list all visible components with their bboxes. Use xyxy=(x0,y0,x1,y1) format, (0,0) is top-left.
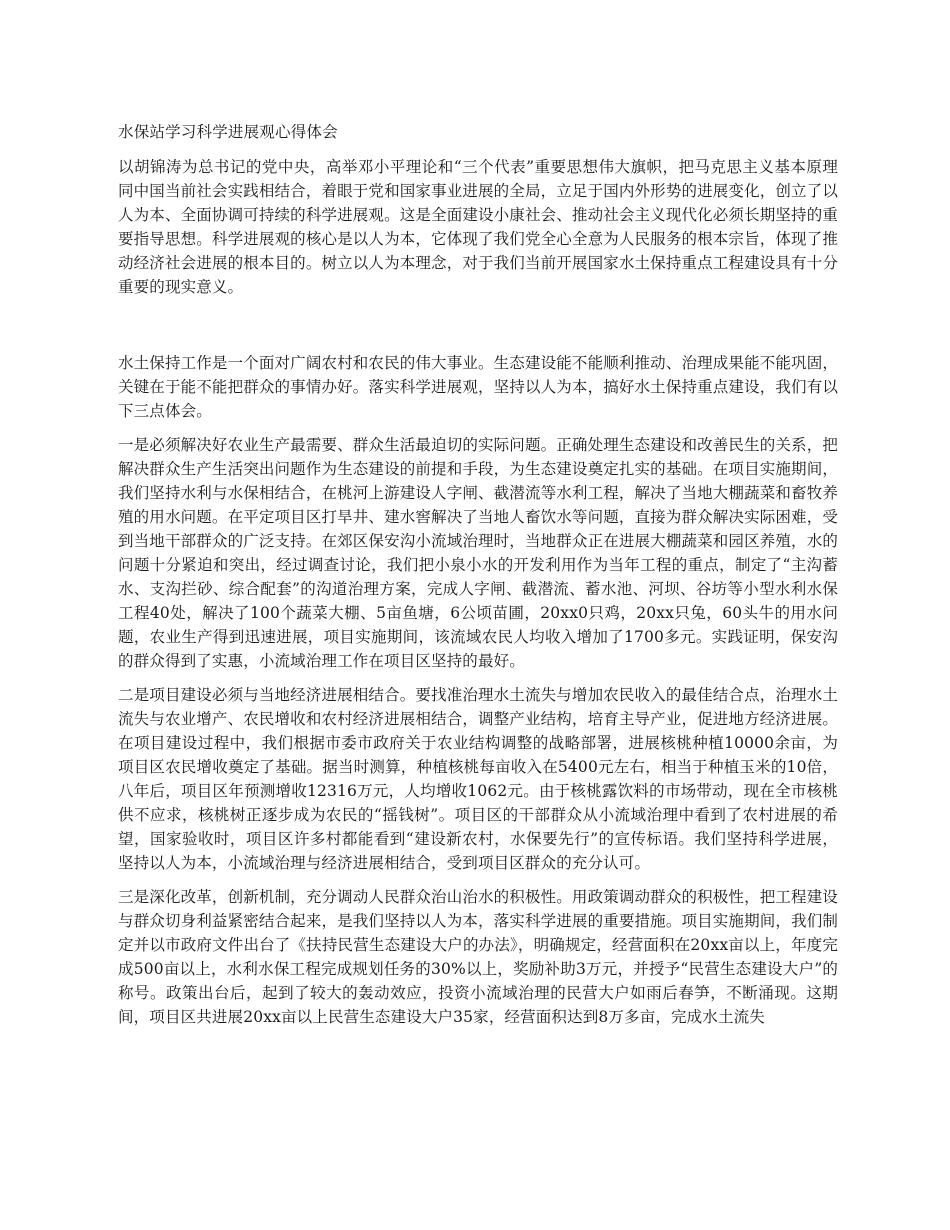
paragraph-point-one: 一是必须解决好农业生产最需要、群众生活最迫切的实际问题。正确处理生态建设和改善民生的关系，把解决群众生产生活突出问题作为生态建设的前提和手段，为生态建设奠定扎实的基础。在项目实施期间，我们坚持水利与水保相结合，在桃河上游建设人字闸、截潜流等水利工程，解决了当地大棚蔬菜和畜牧养殖的用水问题。在平定项目区打旱井、建水窖解决了当地人畜饮水等问题，直接为群众解决实际困难，受到当地干部群众的广泛支持。在郊区保安沟小流域治理时，当地群众正在进展大棚蔬菜和园区养殖，水的问题十分紧迫和突出，经过调查讨论，我们把小泉小水的开发利用作为当年工程的重点，制定了“主沟蓄水、支沟拦砂、综合配套”的沟道治理方案，完成人字闸、截潜流、蓄水池、河坝、谷坊等小型水利水保工程40处，解决了100个蔬菜大棚、5亩鱼塘，6公顷苗圃，20xx0只鸡，20xx只兔，60头牛的用水问题，农业生产得到迅速进展，项目实施期间，该流域农民人均收入增加了1700多元。实践证明，保安沟的群众得到了实惠，小流域治理工作在项目区坚持的最好。 xyxy=(118,436,838,670)
paragraph-gap xyxy=(118,309,838,351)
document-title: 水保站学习科学进展观心得体会 xyxy=(118,123,338,141)
document-page xyxy=(118,120,838,1039)
paragraph-intro: 以胡锦涛为总书记的党中央，高举邓小平理论和“三个代表”重要思想伟大旗帜，把马克思主义基本原理同中国当前社会实践相结合，着眼于党和国家事业进展的全局，立足于国内外形势的进展变化，创立了以人为本、全面协调可持续的科学进展观。这是全面建设小康社会、推动社会主义现代化必须长期坚持的重要指导思想。科学进展观的核心是以人为本，它体现了我们党全心全意为人民服务的根本宗旨，体现了推动经济社会进展的根本目的。树立以人为本理念，对于我们当前开展国家水土保持重点工程建设具有十分重要的现实意义。 xyxy=(118,158,838,296)
paragraph-point-two: 二是项目建设必须与当地经济进展相结合。要找准治理水土流失与增加农民收入的最佳结合点，治理水土流失与农业增产、农民增收和农村经济进展相结合，调整产业结构，培育主导产业，促进地方经济进展。在项目建设过程中，我们根据市委市政府关于农业结构调整的战略部署，进展核桃种植10000余亩，为项目区农民增收奠定了基础。据当时测算，种植核桃每亩收入在5400元左右，相当于种植玉米的10倍，八年后，项目区年预测增收12316万元，人均增收1062元。由于核桃露饮料的市场带动，现在全市核桃供不应求，核桃树正逐步成为农民的“摇钱树”。项目区的干部群众从小流域治理中看到了农村进展的希望，国家验收时，项目区许多村都能看到“建设新农村，水保要先行”的宣传标语。我们坚持科学进展，坚持以人为本，小流域治理与经济进展相结合，受到项目区群众的充分认可。 xyxy=(118,686,838,872)
paragraph-overview: 水土保持工作是一个面对广阔农村和农民的伟大事业。生态建设能不能顺利推动、治理成果能不能巩固，关键在于能不能把群众的事情办好。落实科学进展观，坚持以人为本，搞好水土保持重点建设，我们有以下三点体会。 xyxy=(118,354,838,420)
paragraph-point-three: 三是深化改革，创新机制，充分调动人民群众治山治水的积极性。用政策调动群众的积极性，把工程建设与群众切身利益紧密结合起来，是我们坚持以人为本，落实科学进展的重要措施。项目实施期间，我们制定并以市政府文件出台了《扶持民营生态建设大户的办法》，明确规定，经营面积在20xx亩以上，年度完成500亩以上，水利水保工程完成规划任务的30%以上，奖励补助3万元，并授予“民营生态建设大户”的称号。政策出台后，起到了较大的轰动效应，投资小流域治理的民营大户如雨后春笋，不断涌现。这期间，项目区共进展20xx亩以上民营生态建设大户35家，经营面积达到8万多亩，完成水土流失 xyxy=(118,888,838,1026)
